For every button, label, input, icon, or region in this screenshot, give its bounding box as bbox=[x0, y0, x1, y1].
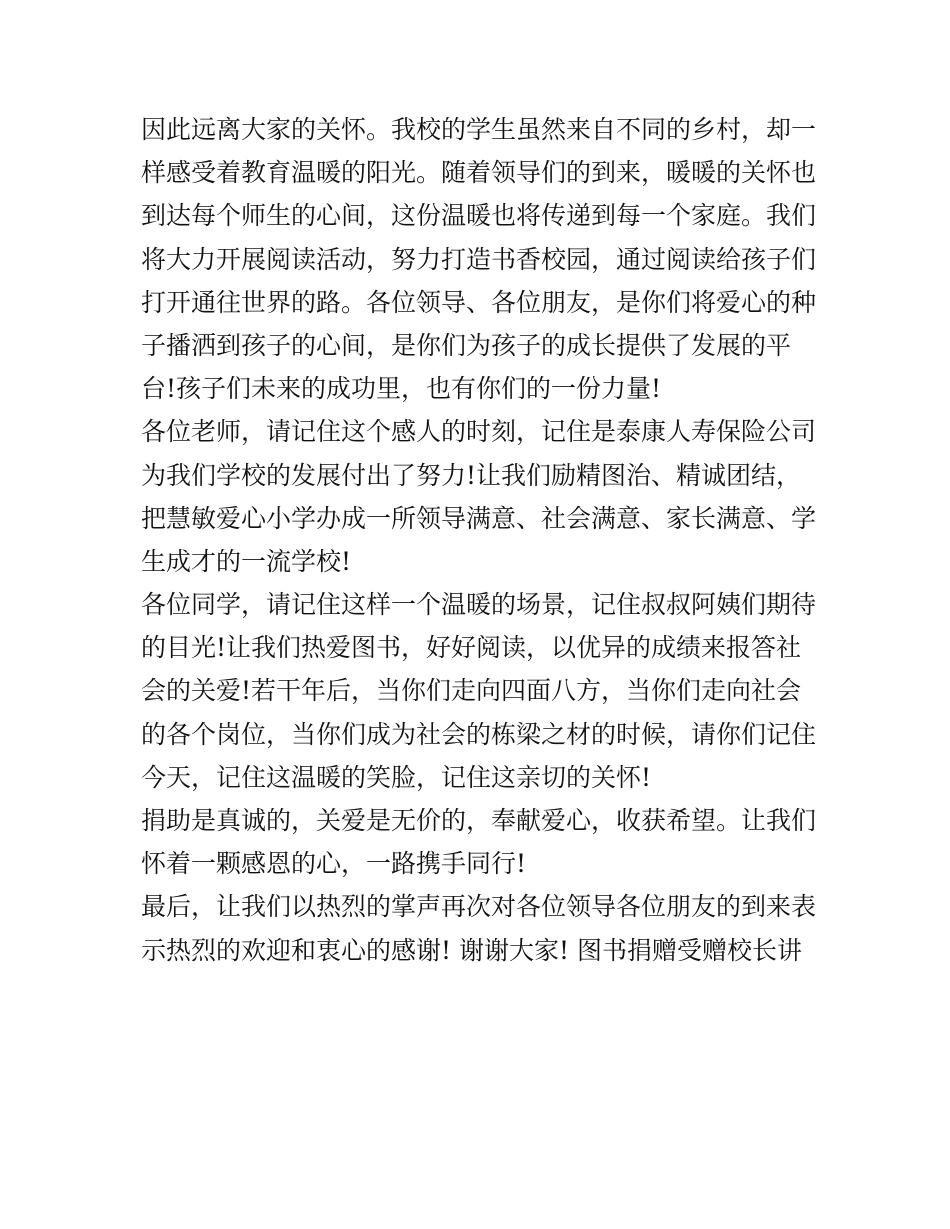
text-line: 台!孩子们未来的成功里，也有你们的一份力量! bbox=[141, 374, 662, 404]
text-line: 到达每个师生的心间，这份温暖也将传递到每一个家庭。我们 bbox=[141, 201, 817, 231]
text-line: 捐助是真诚的，关爱是无价的，奉献爱心，收获希望。让我们 bbox=[141, 806, 817, 835]
speech-text bbox=[141, 108, 821, 972]
text-line: 为我们学校的发展付出了努力!让我们励精图治、精诚团结， bbox=[141, 460, 802, 490]
text-line: 各位老师，请记住这个感人的时刻，记住是泰康人寿保险公司 bbox=[141, 417, 817, 447]
text-line: 把慧敏爱心小学办成一所领导满意、社会满意、家长满意、学 bbox=[141, 503, 817, 533]
text-line: 会的关爱!若干年后，当你们走向四面八方，当你们走向社会 bbox=[141, 676, 802, 706]
text-line: 样感受着教育温暖的阳光。随着领导们的到来，暖暖的关怀也 bbox=[141, 158, 817, 188]
text-line: 的各个岗位，当你们成为社会的栋梁之材的时候，请你们记住 bbox=[141, 719, 817, 749]
text-line: 生成才的一流学校! bbox=[141, 546, 352, 576]
text-line: 各位同学，请记住这样一个温暖的场景，记住叔叔阿姨们期待 bbox=[141, 590, 817, 620]
text-line: 打开通往世界的路。各位领导、各位朋友，是你们将爱心的种 bbox=[141, 287, 817, 317]
text-line: 示热烈的欢迎和衷心的感谢! 谢谢大家! 图书捐赠受赠校长讲 bbox=[141, 935, 802, 965]
text-line: 今天，记住这温暖的笑脸，记住这亲切的关怀! bbox=[141, 762, 652, 792]
text-line: 最后，让我们以热烈的掌声再次对各位领导各位朋友的到来表 bbox=[141, 892, 817, 922]
text-line: 的目光!让我们热爱图书，好好阅读，以优异的成绩来报答社 bbox=[141, 633, 802, 663]
text-line: 将大力开展阅读活动，努力打造书香校园，通过阅读给孩子们 bbox=[141, 244, 817, 274]
text-line: 怀着一颗感恩的心，一路携手同行! bbox=[141, 849, 527, 879]
text-line: 因此远离大家的关怀。我校的学生虽然来自不同的乡村，却一 bbox=[141, 115, 817, 144]
text-line: 子播洒到孩子的心间，是你们为孩子的成长提供了发展的平 bbox=[141, 330, 792, 360]
